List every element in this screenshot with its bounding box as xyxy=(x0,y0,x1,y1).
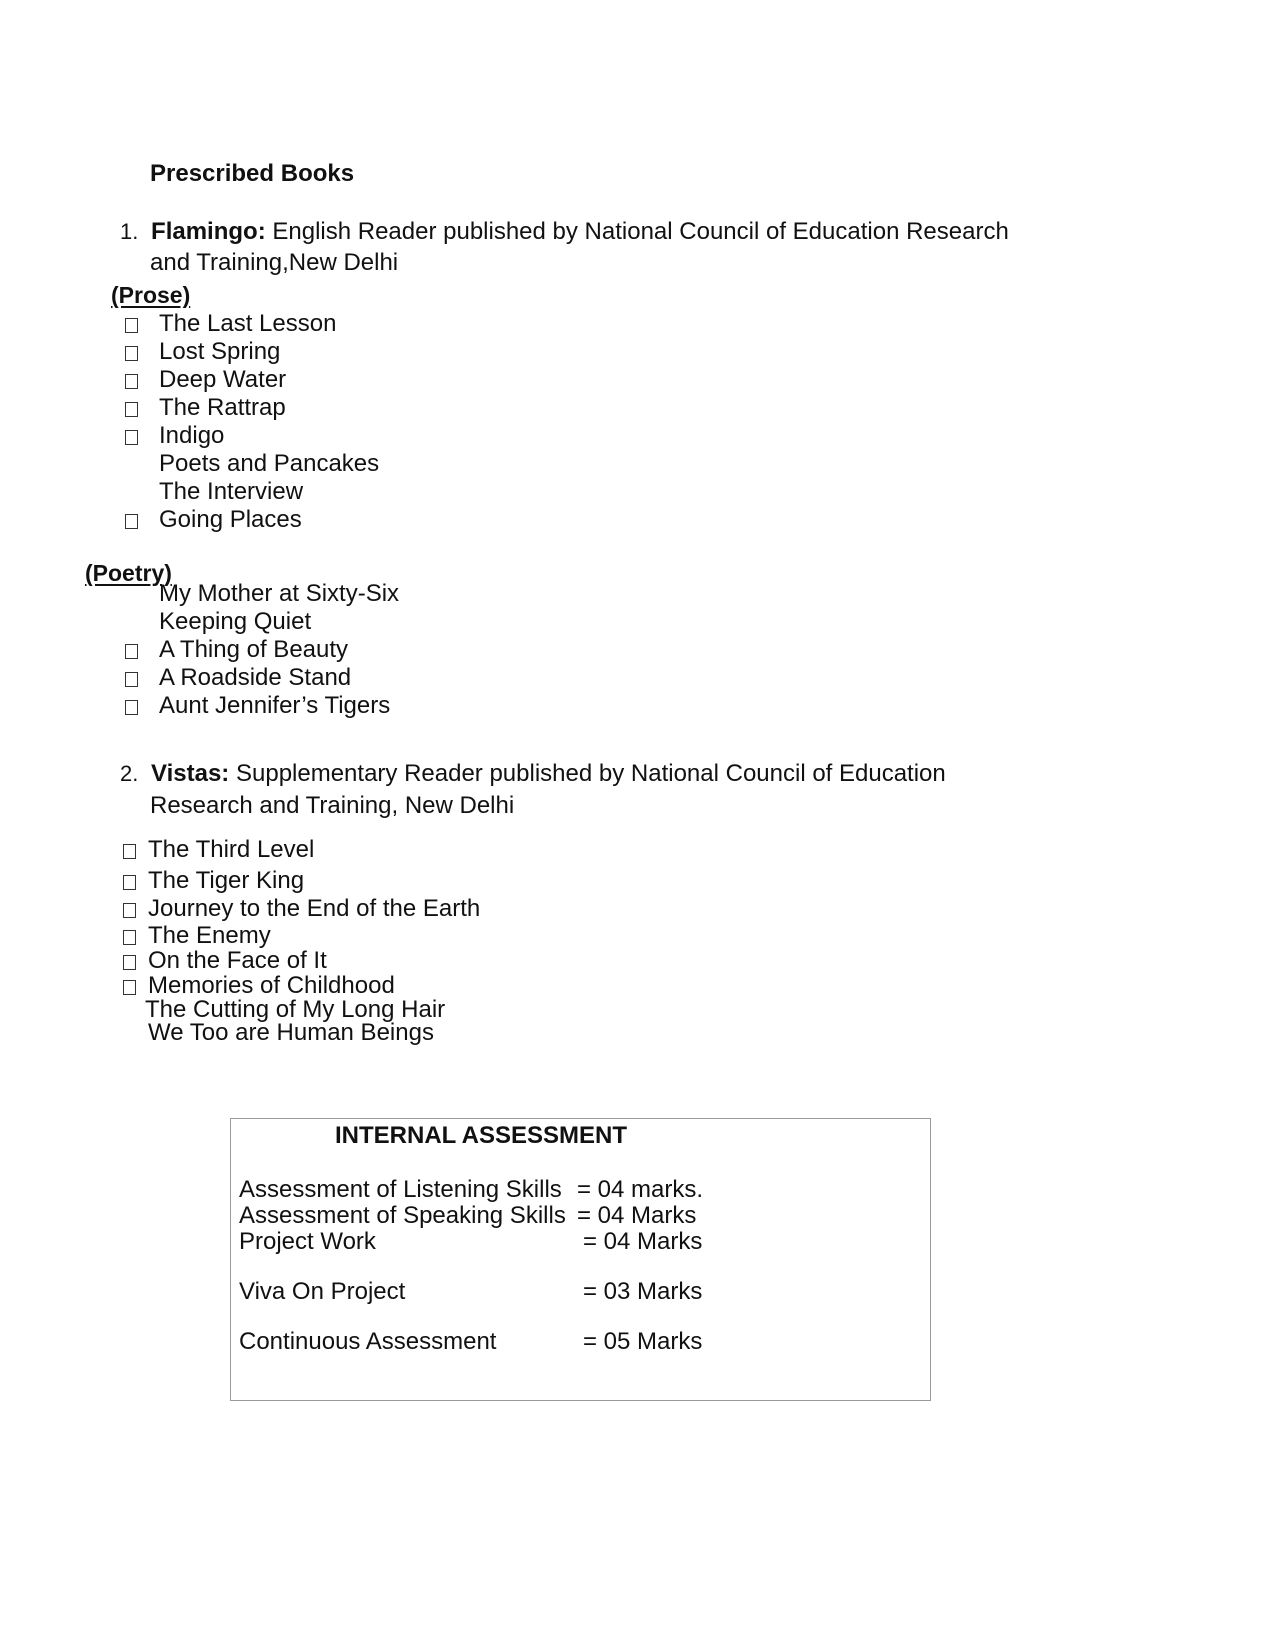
book2-description-line1: Supplementary Reader published by National Council of Education xyxy=(235,760,946,787)
vistas-item-label: Journey to the End of the Earth xyxy=(148,895,481,922)
book2-entry xyxy=(120,758,946,789)
poetry-item-label: My Mother at Sixty-Six xyxy=(159,580,400,607)
prose-label: (Prose) xyxy=(111,282,191,308)
assessment-row-label: Assessment of Listening Skills xyxy=(239,1176,562,1203)
vistas-item-label: The Cutting of My Long Hair xyxy=(145,996,446,1023)
checkbox-bullet-icon xyxy=(125,402,138,417)
prose-item-label: Indigo xyxy=(159,422,225,449)
checkbox-bullet-icon xyxy=(123,903,136,918)
page-heading: Prescribed Books xyxy=(150,160,355,187)
assessment-row-value: = 03 Marks xyxy=(583,1278,703,1305)
poetry-item-label: A Thing of Beauty xyxy=(159,636,349,663)
book1-entry xyxy=(120,216,1009,247)
checkbox-bullet-icon xyxy=(125,318,138,333)
book2-number: 2. xyxy=(120,761,139,786)
checkbox-bullet-icon xyxy=(123,955,136,970)
checkbox-bullet-icon xyxy=(125,374,138,389)
checkbox-bullet-icon xyxy=(125,430,138,445)
prose-item-label: The Rattrap xyxy=(159,394,286,421)
assessment-row-label: Continuous Assessment xyxy=(239,1328,497,1355)
internal-assessment-box xyxy=(230,1118,931,1401)
prose-item-label: Poets and Pancakes xyxy=(159,450,380,477)
poetry-item-label: A Roadside Stand xyxy=(159,664,352,691)
vistas-item-label: The Third Level xyxy=(148,836,315,863)
prose-item-label: Going Places xyxy=(159,506,302,533)
checkbox-bullet-icon xyxy=(123,844,136,859)
internal-assessment-title: INTERNAL ASSESSMENT xyxy=(335,1122,628,1149)
prose-item-label: Deep Water xyxy=(159,366,287,393)
checkbox-bullet-icon xyxy=(123,875,136,890)
assessment-row-value: = 04 Marks xyxy=(583,1228,703,1255)
book1-title: Flamingo: xyxy=(151,218,266,245)
vistas-item-label: Memories of Childhood xyxy=(148,972,395,999)
assessment-row-label: Project Work xyxy=(239,1228,376,1255)
checkbox-bullet-icon xyxy=(125,644,138,659)
book2-description-line2: Research and Training, New Delhi xyxy=(150,792,515,819)
checkbox-bullet-icon xyxy=(125,514,138,529)
vistas-item-label: We Too are Human Beings xyxy=(148,1019,434,1046)
prose-item-label: The Interview xyxy=(159,478,304,505)
checkbox-bullet-icon xyxy=(123,930,136,945)
vistas-item-label: The Tiger King xyxy=(148,867,305,894)
assessment-row-value: = 05 Marks xyxy=(583,1328,703,1355)
prose-item-label: Lost Spring xyxy=(159,338,281,365)
assessment-row-label: Assessment of Speaking Skills xyxy=(239,1202,566,1229)
book1-description-line2: and Training,New Delhi xyxy=(150,249,399,276)
book1-number: 1. xyxy=(120,219,139,244)
poetry-item-label: Aunt Jennifer’s Tigers xyxy=(159,692,391,719)
assessment-row-value: = 04 marks. xyxy=(577,1176,704,1203)
vistas-item-label: On the Face of It xyxy=(148,947,327,974)
checkbox-bullet-icon xyxy=(125,700,138,715)
checkbox-bullet-icon xyxy=(123,980,136,995)
poetry-item-label: Keeping Quiet xyxy=(159,608,312,635)
book2-title: Vistas: xyxy=(151,760,230,787)
book1-description-line1: English Reader published by National Council of Education Research xyxy=(272,218,1009,245)
assessment-row-label: Viva On Project xyxy=(239,1278,406,1305)
checkbox-bullet-icon xyxy=(125,346,138,361)
checkbox-bullet-icon xyxy=(125,672,138,687)
assessment-row-value: = 04 Marks xyxy=(577,1202,697,1229)
poetry-label: (Poetry) xyxy=(85,560,172,586)
prose-item-label: The Last Lesson xyxy=(159,310,337,337)
vistas-item-label: The Enemy xyxy=(148,922,271,949)
